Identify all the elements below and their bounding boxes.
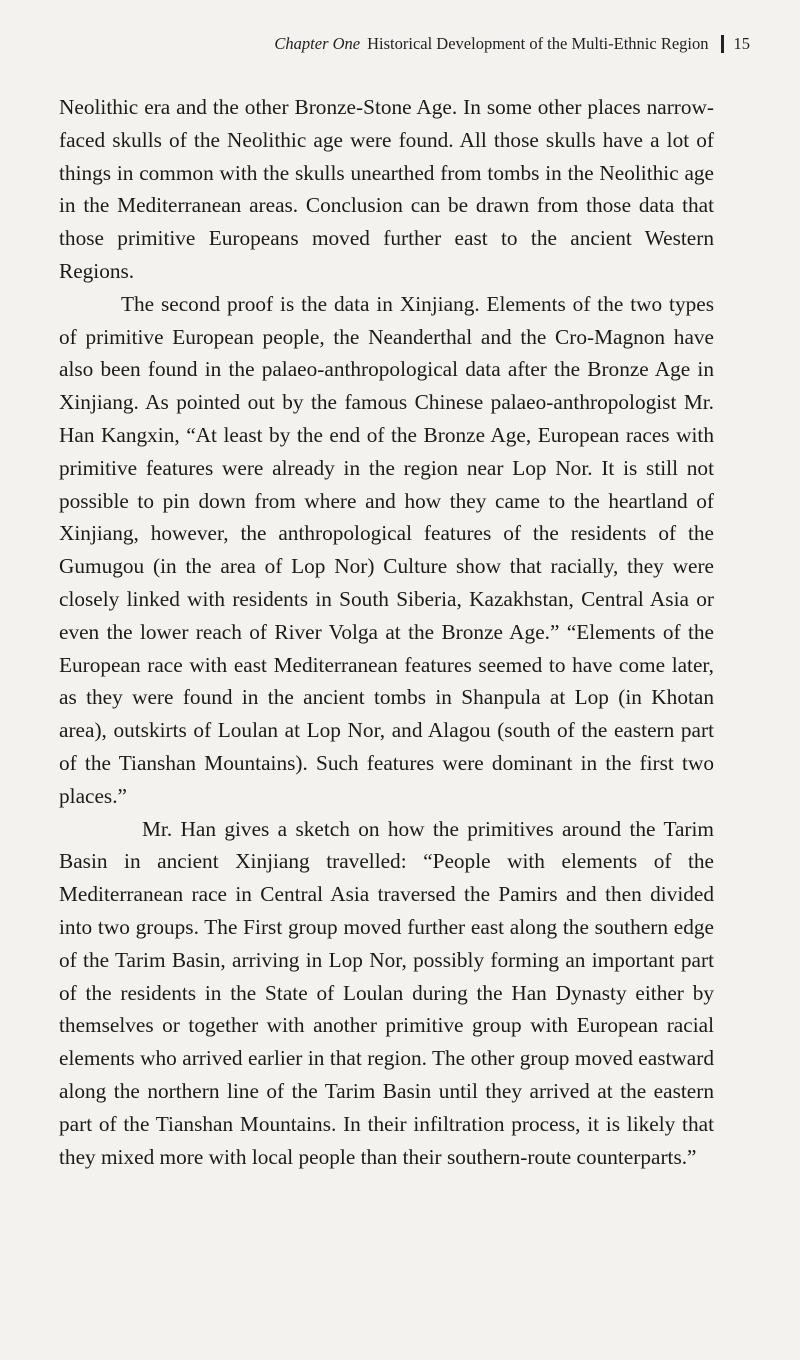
chapter-label: Chapter One — [274, 34, 361, 53]
section-title: Historical Development of the Multi-Ethnic Region — [367, 34, 709, 53]
header-divider — [721, 35, 724, 53]
body-text — [59, 91, 714, 1173]
paragraph-han-sketch: Mr. Han gives a sketch on how the primitives around the Tarim Basin in ancient Xinjiang travelled: “People with elements of the Mediterranean race in Central Asia traversed the Pamirs and then divided into two groups. The First group moved further east along the southern edge of the Tarim Basin, arriving in Lop Nor, possibly forming an important part of the residents in the State of Loulan during the Han Dynasty either by themselves or together with another primitive group with European racial elements who arrived earlier in that region. The other group moved eastward along the northern line of the Tarim Basin until they arrived at the eastern part of the Tianshan Mountains. In their infiltration process, it is likely that they mixed more with local people than their southern-route counterparts.” — [59, 816, 714, 1169]
page-number: 15 — [733, 34, 750, 53]
running-header — [274, 34, 750, 54]
paragraph-second-proof: The second proof is the data in Xinjiang. Elements of the two types of primitive European people, the Neanderthal and the Cro-Magnon have also been found in the palaeo-anthropological data after the Bronze Age in Xinjiang. As pointed out by the famous Chinese palaeo-anthropologist Mr. Han Kangxin, “At least by the end of the Bronze Age, European races with primitive features were already in the region near Lop Nor. It is still not possible to pin down from where and how they came to the heartland of Xinjiang, however, the anthropological features of the residents of the Gumugou (in the area of Lop Nor) Culture show that racially, they were closely linked with residents in South Siberia, Kazakhstan, Central Asia or even the lower reach of River Volga at the Bronze Age.” “Elements of the European race with east Mediterranean features seemed to have come later, as they were found in the ancient tombs in Shanpula at Lop (in Khotan area), outskirts of Loulan at Lop Nor, and Alagou (south of the eastern part of the Tianshan Mountains). Such features were dominant in the first two places.” — [59, 291, 714, 808]
paragraph-continued: Neolithic era and the other Bronze-Stone Age. In some other places narrow-faced skulls of the Neolithic age were found. All those skulls have a lot of things in common with the skulls unearthed from tombs in the Neolithic age in the Mediterranean areas. Conclusion can be drawn from those data that those primitive Europeans moved further east to the ancient Western Regions. — [59, 95, 714, 283]
